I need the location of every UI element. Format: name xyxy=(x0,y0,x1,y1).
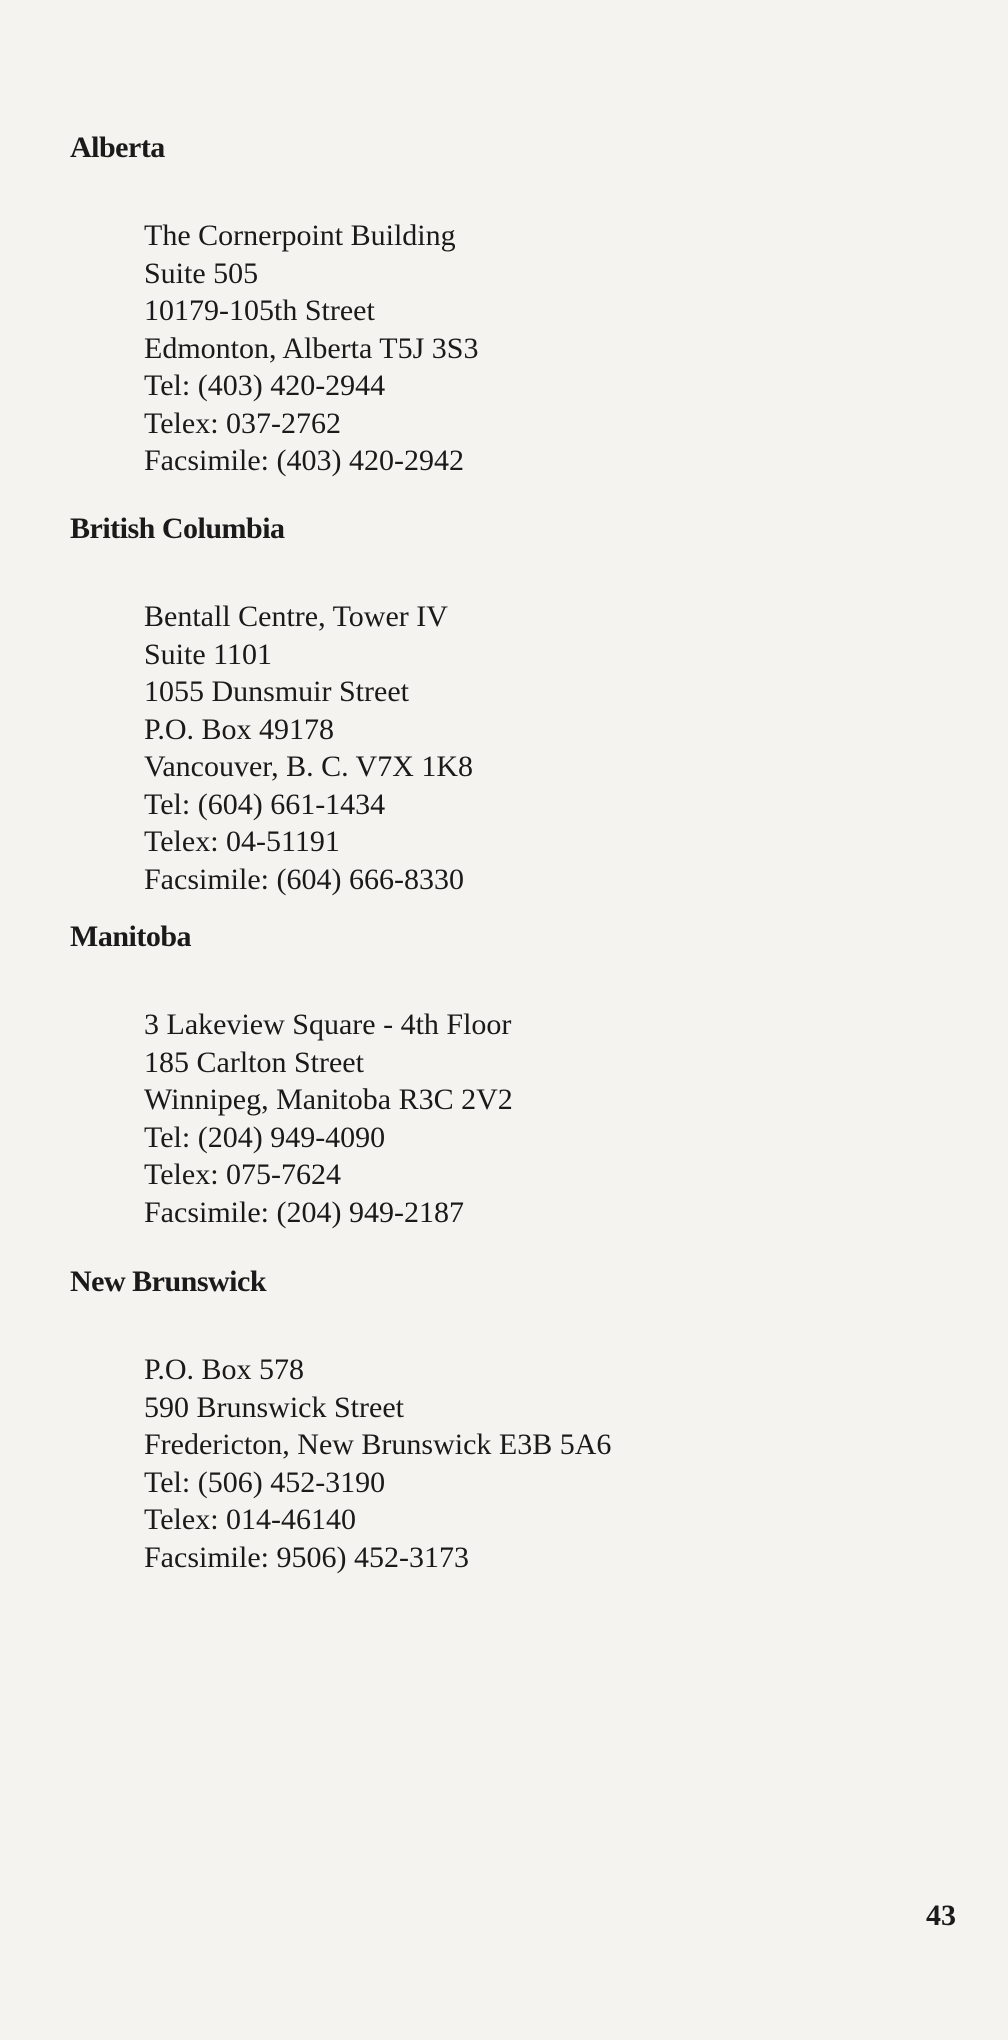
telex-line: Telex: 04-51191 xyxy=(144,825,340,858)
section-new-brunswick xyxy=(70,1264,970,1576)
address-line: The Cornerpoint Building xyxy=(144,219,456,252)
address-block xyxy=(144,1006,970,1231)
fax-line: Facsimile: (204) 949-2187 xyxy=(144,1195,464,1229)
address-line: 185 Carlton Street xyxy=(144,1045,364,1079)
telex-line: Telex: 037-2762 xyxy=(144,406,342,440)
phone-line: Tel: (403) 420-2944 xyxy=(144,369,386,402)
fax-line: Facsimile: (604) 666-8330 xyxy=(144,862,464,896)
section-heading: Manitoba xyxy=(70,920,192,953)
address-line: P.O. Box 49178 xyxy=(144,712,335,746)
address-line: 590 Brunswick Street xyxy=(144,1390,404,1424)
section-manitoba xyxy=(70,919,970,1231)
section-alberta xyxy=(70,130,970,480)
address-block xyxy=(144,217,970,480)
address-line: 3 Lakeview Square - 4th Floor xyxy=(144,1008,512,1041)
address-line: 1055 Dunsmuir Street xyxy=(144,675,409,708)
address-block xyxy=(144,1351,970,1576)
phone-line: Tel: (204) 949-4090 xyxy=(144,1120,386,1154)
phone-line: Tel: (506) 452-3190 xyxy=(144,1465,386,1499)
page-number: 43 xyxy=(926,1899,956,1932)
telex-line: Telex: 014-46140 xyxy=(144,1503,357,1536)
telex-line: Telex: 075-7624 xyxy=(144,1158,342,1191)
address-line: Suite 505 xyxy=(144,256,259,290)
address-line: Fredericton, New Brunswick E3B 5A6 xyxy=(144,1428,612,1461)
fax-line: Facsimile: (403) 420-2942 xyxy=(144,444,464,477)
section-heading: New Brunswick xyxy=(70,1265,267,1298)
address-line: Winnipeg, Manitoba R3C 2V2 xyxy=(144,1083,513,1116)
phone-line: Tel: (604) 661-1434 xyxy=(144,787,386,821)
address-line: Suite 1101 xyxy=(144,637,273,671)
address-line: Edmonton, Alberta T5J 3S3 xyxy=(144,331,479,365)
address-block xyxy=(144,598,970,898)
fax-line: Facsimile: 9506) 452-3173 xyxy=(144,1540,469,1574)
address-line: Bentall Centre, Tower IV xyxy=(144,600,448,633)
section-heading: Alberta xyxy=(70,131,165,164)
address-line: 10179-105th Street xyxy=(144,294,375,327)
address-line: P.O. Box 578 xyxy=(144,1353,305,1386)
section-british-columbia xyxy=(70,511,970,898)
address-line: Vancouver, B. C. V7X 1K8 xyxy=(144,750,474,783)
section-heading: British Columbia xyxy=(70,512,285,545)
